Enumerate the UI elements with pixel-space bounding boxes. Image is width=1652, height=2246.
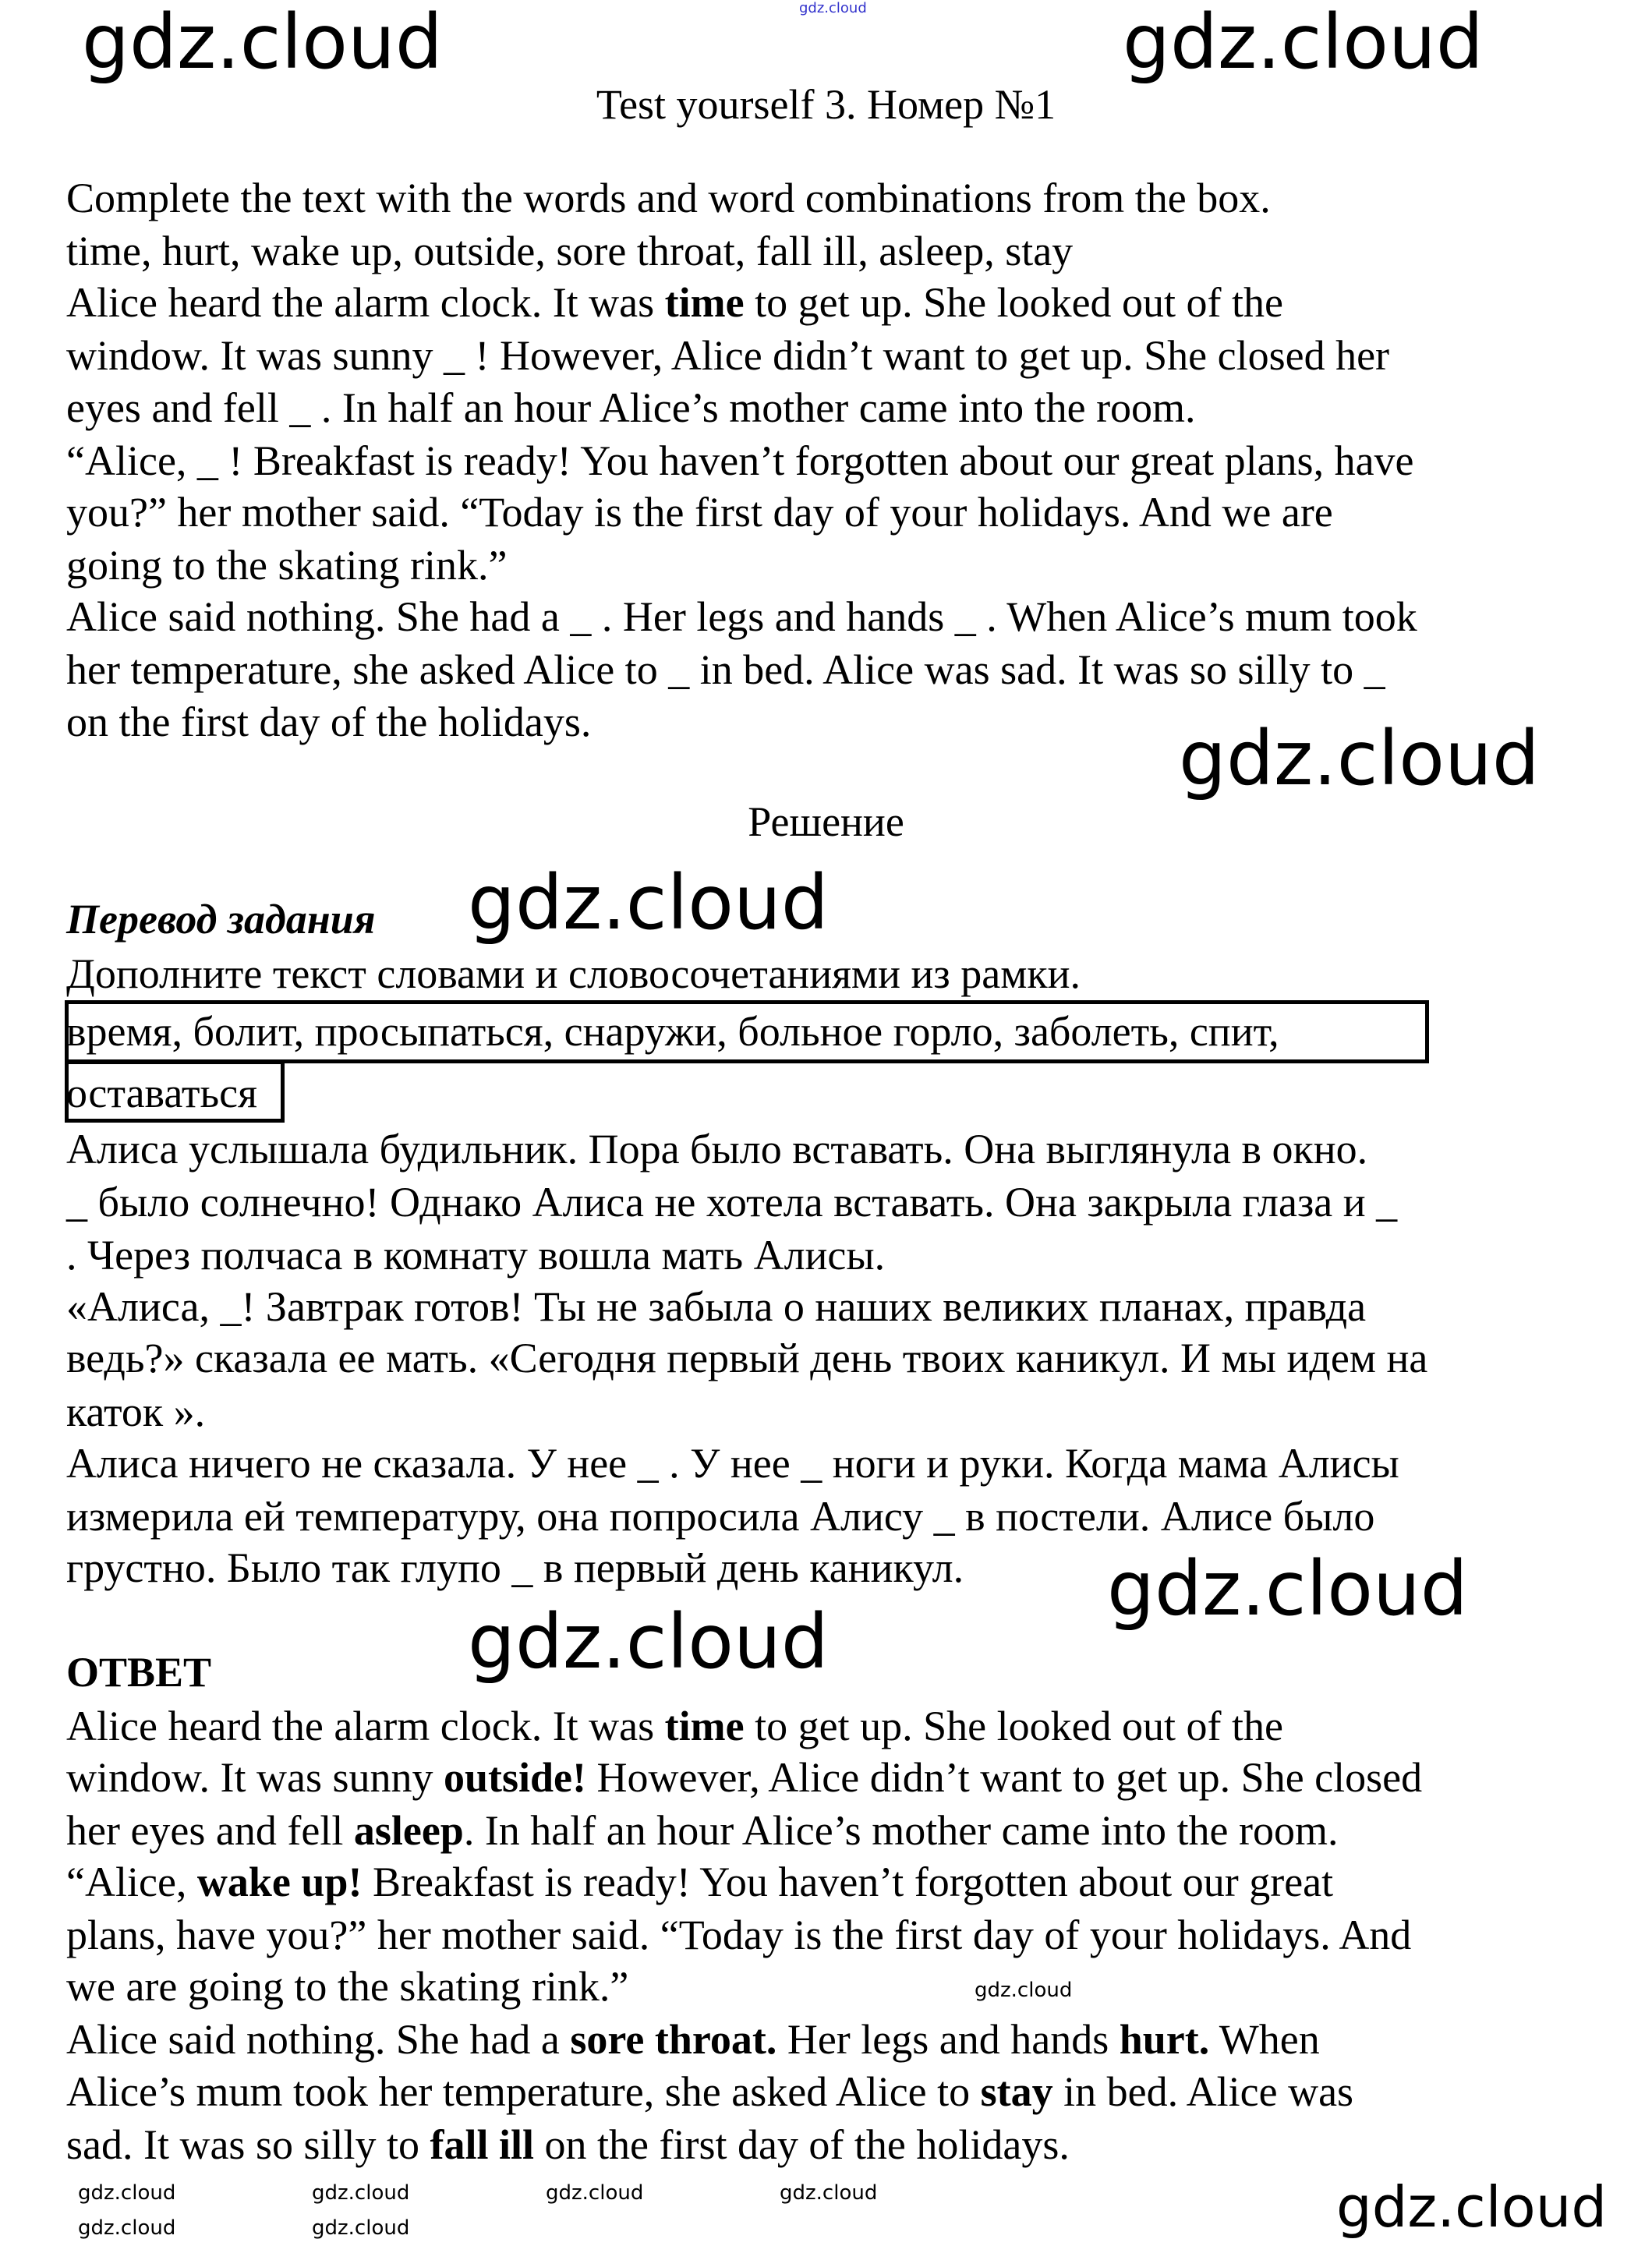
solution-heading: Решение [748, 798, 904, 845]
text-line [66, 1492, 1374, 1540]
text-line [66, 1806, 1339, 1855]
text-segment: Complete the text with the words and word combinations from the box. [66, 175, 1271, 221]
answer-word: sore throat. [570, 2016, 777, 2063]
answer-word: stay [980, 2068, 1053, 2115]
text-segment: Alice’s mum took her temperature, she asked Alice to [66, 2068, 981, 2115]
text-segment: time, hurt, wake up, outside, sore throat, fall ill, asleep, stay [66, 228, 1074, 274]
answer-word: time [664, 279, 745, 326]
answer-word: asleep [353, 1807, 464, 1854]
text-line [66, 1125, 1367, 1173]
text-line [66, 1231, 885, 1279]
text-line [66, 1334, 1427, 1382]
text-segment: “Alice, _ ! Breakfast is ready! You haven’t forgotten about our great plans, have [66, 437, 1414, 484]
text-segment: on the first day of the holidays. [66, 699, 592, 745]
text-segment: When [1209, 2016, 1320, 2063]
text-segment: you?” her mother said. “Today is the first day of your holidays. And we are [66, 489, 1333, 536]
text-line [66, 2015, 1320, 2064]
watermark: gdz.cloud [780, 2181, 878, 2205]
text-line [66, 174, 1271, 222]
text-line [66, 384, 1196, 432]
text-segment: on the first day of the holidays. [534, 2121, 1070, 2168]
text-line [66, 1911, 1411, 1959]
text-segment: “Alice, [66, 1859, 197, 1905]
watermark: gdz.cloud [312, 2181, 410, 2205]
text-segment: Alice heard the alarm clock. It was [66, 1703, 665, 1749]
watermark: gdz.cloud [78, 2216, 176, 2240]
text-line [66, 592, 1417, 641]
text-line [66, 1702, 1283, 1750]
translation-heading: Перевод задания [66, 896, 376, 943]
text-line [66, 1962, 628, 2011]
translation-intro: Дополните текст словами и словосочетаниями из рамки. [66, 950, 1081, 997]
text-line [66, 1282, 1366, 1331]
watermark: gdz.cloud [546, 2181, 644, 2205]
text-segment: Breakfast is ready! You haven’t forgotten about our great [362, 1859, 1334, 1905]
word-box-line1: время, болит, просыпаться, снаружи, больное горло, заболеть, спит, [66, 1008, 1279, 1055]
text-segment: window. It was sunny _ ! However, Alice didn’t want to get up. She closed her [66, 332, 1390, 379]
page-title: Test yourself 3. Номер №1 [596, 81, 1056, 128]
text-segment: Alice said nothing. She had a _ . Her legs and hands _ . When Alice’s mum took [66, 593, 1417, 640]
text-segment: However, Alice didn’t want to get up. She closed [586, 1754, 1423, 1801]
text-segment: Алиса услышала будильник. Пора было вставать. Она выглянула в окно. [66, 1126, 1368, 1173]
text-segment: sad. It was so silly to [66, 2121, 430, 2168]
watermark: gdz.cloud [1179, 715, 1540, 802]
text-line [66, 278, 1283, 327]
text-segment: «Алиса, _! Завтрак готов! Ты не забыла о наших великих планах, правда [66, 1283, 1367, 1330]
watermark-top: gdz.cloud [799, 0, 867, 16]
text-line [66, 1388, 205, 1436]
word-box-line2: оставаться [66, 1070, 257, 1116]
text-segment: ведь?» сказала ее мать. «Сегодня первый день твоих каникул. И мы идем на [66, 1335, 1428, 1381]
text-line [66, 2120, 1070, 2169]
text-segment: грустно. Было так глупо _ в первый день каникул. [66, 1544, 964, 1591]
text-line [66, 488, 1333, 536]
text-line [66, 541, 507, 589]
watermark: gdz.cloud [312, 2216, 410, 2240]
text-segment: in bed. Alice was [1052, 2068, 1354, 2115]
text-line [66, 2067, 1353, 2116]
text-segment: we are going to the skating rink.” [66, 1963, 629, 2010]
text-segment: her temperature, she asked Alice to _ in bed. Alice was sad. It was so silly to _ [66, 646, 1385, 693]
answer-word: outside! [443, 1754, 586, 1801]
watermark: gdz.cloud [1107, 1545, 1468, 1632]
text-segment: каток ». [66, 1388, 206, 1435]
text-segment: . Через полчаса в комнату вошла мать Алисы. [66, 1232, 886, 1279]
text-line [66, 1544, 964, 1592]
watermark: gdz.cloud [1336, 2174, 1608, 2240]
text-segment: Her legs and hands [776, 2016, 1120, 2063]
text-line [66, 1858, 1333, 1906]
text-segment: to get up. She looked out of the [744, 1703, 1283, 1749]
text-line [66, 646, 1385, 694]
text-segment: Alice heard the alarm clock. It was [66, 279, 665, 326]
watermark: gdz.cloud [78, 2181, 176, 2205]
text-segment: plans, have you?” her mother said. “Today is the first day of your holidays. And [66, 1912, 1412, 1958]
text-line [66, 331, 1389, 380]
text-segment: to get up. She looked out of the [744, 279, 1283, 326]
text-segment: Алиса ничего не сказала. У нее _ . У нее _ ноги и руки. Когда мама Алисы [66, 1440, 1399, 1487]
text-segment: Alice said nothing. She had a [66, 2016, 571, 2063]
text-segment: измерила ей температуру, она попросила Алису _ в постели. Алисе было [66, 1493, 1375, 1540]
text-segment: window. It was sunny [66, 1754, 444, 1801]
watermark: gdz.cloud [468, 859, 829, 946]
text-segment: eyes and fell _ . In half an hour Alice’s mother came into the room. [66, 384, 1196, 431]
text-segment: . In half an hour Alice’s mother came into the room. [463, 1807, 1339, 1854]
text-segment: going to the skating rink.” [66, 542, 508, 589]
answer-word: fall ill [430, 2121, 534, 2168]
watermark: gdz.cloud [82, 0, 443, 86]
text-line [66, 227, 1073, 275]
text-line [66, 1753, 1422, 1802]
text-segment: her eyes and fell [66, 1807, 354, 1854]
answer-word: wake up! [196, 1859, 363, 1905]
answer-word: hurt. [1119, 2016, 1210, 2063]
text-line [66, 437, 1414, 485]
answer-word: time [664, 1703, 745, 1749]
answer-heading: ОТВЕТ [66, 1649, 212, 1696]
text-line [66, 1178, 1397, 1226]
watermark: gdz.cloud [468, 1598, 829, 1685]
watermark: gdz.cloud [975, 1979, 1073, 2002]
text-line [66, 1439, 1399, 1487]
watermark: gdz.cloud [1123, 0, 1484, 86]
text-segment: _ было солнечно! Однако Алиса не хотела вставать. Она закрыла глаза и _ [66, 1179, 1398, 1226]
text-line [66, 698, 591, 746]
